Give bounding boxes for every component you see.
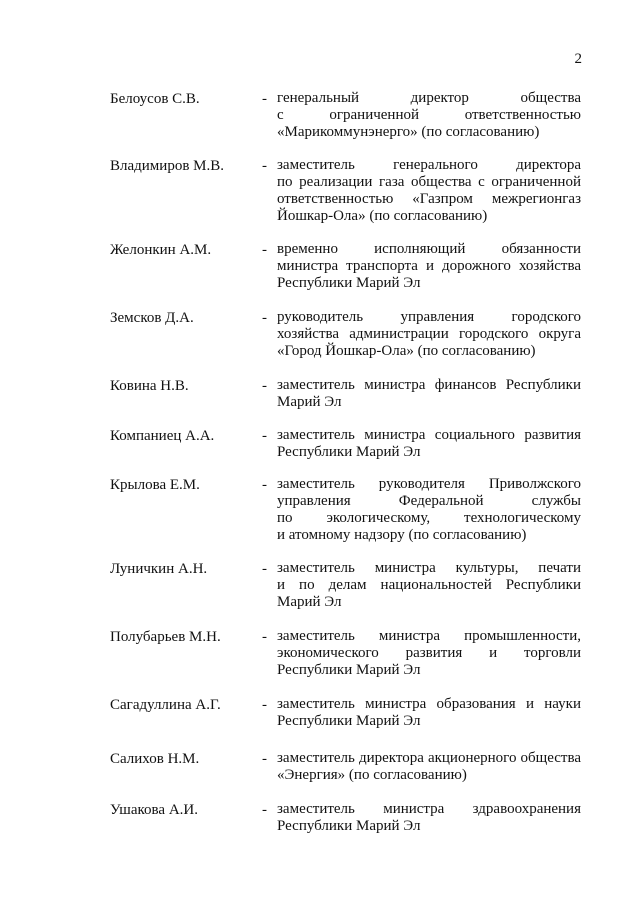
dash-separator: - xyxy=(262,428,267,444)
dash-separator: - xyxy=(262,378,267,394)
dash-separator: - xyxy=(262,751,267,767)
dash-separator: - xyxy=(262,477,267,493)
person-name: Желонкин А.М. xyxy=(110,242,212,258)
description-line: управления Федеральной службы xyxy=(277,493,581,509)
description-line: экономического развития и торговли xyxy=(277,645,581,661)
description-line: руководитель управления городского xyxy=(277,309,581,325)
dash-separator: - xyxy=(262,697,267,713)
description-line: Марий Эл xyxy=(277,394,342,410)
description-line: по реализации газа общества с ограниченной xyxy=(277,174,581,190)
person-name: Земсков Д.А. xyxy=(110,310,194,326)
description-line: хозяйства администрации городского округа xyxy=(277,326,581,342)
person-name: Салихов Н.М. xyxy=(110,751,200,767)
description-line: заместитель генерального директора xyxy=(277,157,581,173)
description-line: генеральный директор общества xyxy=(277,90,581,106)
description-line: заместитель министра культуры, печати xyxy=(277,560,581,576)
position-description xyxy=(277,377,581,411)
person-name: Компаниец А.А. xyxy=(110,428,215,444)
description-line: заместитель директора акционерного общества xyxy=(277,750,581,766)
description-line: «Город Йошкар-Ола» (по согласованию) xyxy=(277,343,536,359)
position-description xyxy=(277,157,581,225)
person-name: Сагадуллина А.Г. xyxy=(110,697,221,713)
description-line: временно исполняющий обязанности xyxy=(277,241,581,257)
description-line: Марий Эл xyxy=(277,594,342,610)
description-line: заместитель руководителя Приволжского xyxy=(277,476,581,492)
description-line: Республики Марий Эл xyxy=(277,662,421,678)
position-description xyxy=(277,309,581,360)
position-description xyxy=(277,476,581,544)
description-line: «Марикоммунэнерго» (по согласованию) xyxy=(277,124,540,140)
position-description xyxy=(277,241,581,292)
person-name: Полубарьев М.Н. xyxy=(110,629,221,645)
position-description xyxy=(277,628,581,679)
description-line: Республики Марий Эл xyxy=(277,275,421,291)
position-description xyxy=(277,801,581,835)
description-line: заместитель министра промышленности, xyxy=(277,628,581,644)
dash-separator: - xyxy=(262,561,267,577)
position-description xyxy=(277,90,581,141)
position-description xyxy=(277,427,581,461)
description-line: заместитель министра социального развития xyxy=(277,427,581,443)
description-line: Йошкар-Ола» (по согласованию) xyxy=(277,208,488,224)
dash-separator: - xyxy=(262,158,267,174)
dash-separator: - xyxy=(262,310,267,326)
description-line: и атомному надзору (по согласованию) xyxy=(277,527,527,543)
description-line: министра транспорта и дорожного хозяйства xyxy=(277,258,581,274)
person-name: Ушакова А.И. xyxy=(110,802,198,818)
dash-separator: - xyxy=(262,91,267,107)
dash-separator: - xyxy=(262,802,267,818)
description-line: Республики Марий Эл xyxy=(277,713,421,729)
person-name: Крылова Е.М. xyxy=(110,477,200,493)
dash-separator: - xyxy=(262,629,267,645)
description-line: ответственностью «Газпром межрегионгаз xyxy=(277,191,581,207)
position-description xyxy=(277,560,581,611)
person-name: Луничкин А.Н. xyxy=(110,561,208,577)
description-line: Республики Марий Эл xyxy=(277,444,421,460)
page-number: 2 xyxy=(574,51,582,67)
description-line: по экологическому, технологическому xyxy=(277,510,581,526)
description-line: и по делам национальностей Республики xyxy=(277,577,581,593)
position-description xyxy=(277,750,581,784)
description-line: «Энергия» (по согласованию) xyxy=(277,767,467,783)
description-line: заместитель министра финансов Республики xyxy=(277,377,581,393)
dash-separator: - xyxy=(262,242,267,258)
description-line: заместитель министра здравоохранения xyxy=(277,801,581,817)
description-line: заместитель министра образования и науки xyxy=(277,696,581,712)
person-name: Владимиров М.В. xyxy=(110,158,225,174)
person-name: Белоусов С.В. xyxy=(110,91,200,107)
description-line: Республики Марий Эл xyxy=(277,818,421,834)
description-line: с ограниченной ответственностью xyxy=(277,107,581,123)
position-description xyxy=(277,696,581,730)
person-name: Ковина Н.В. xyxy=(110,378,189,394)
